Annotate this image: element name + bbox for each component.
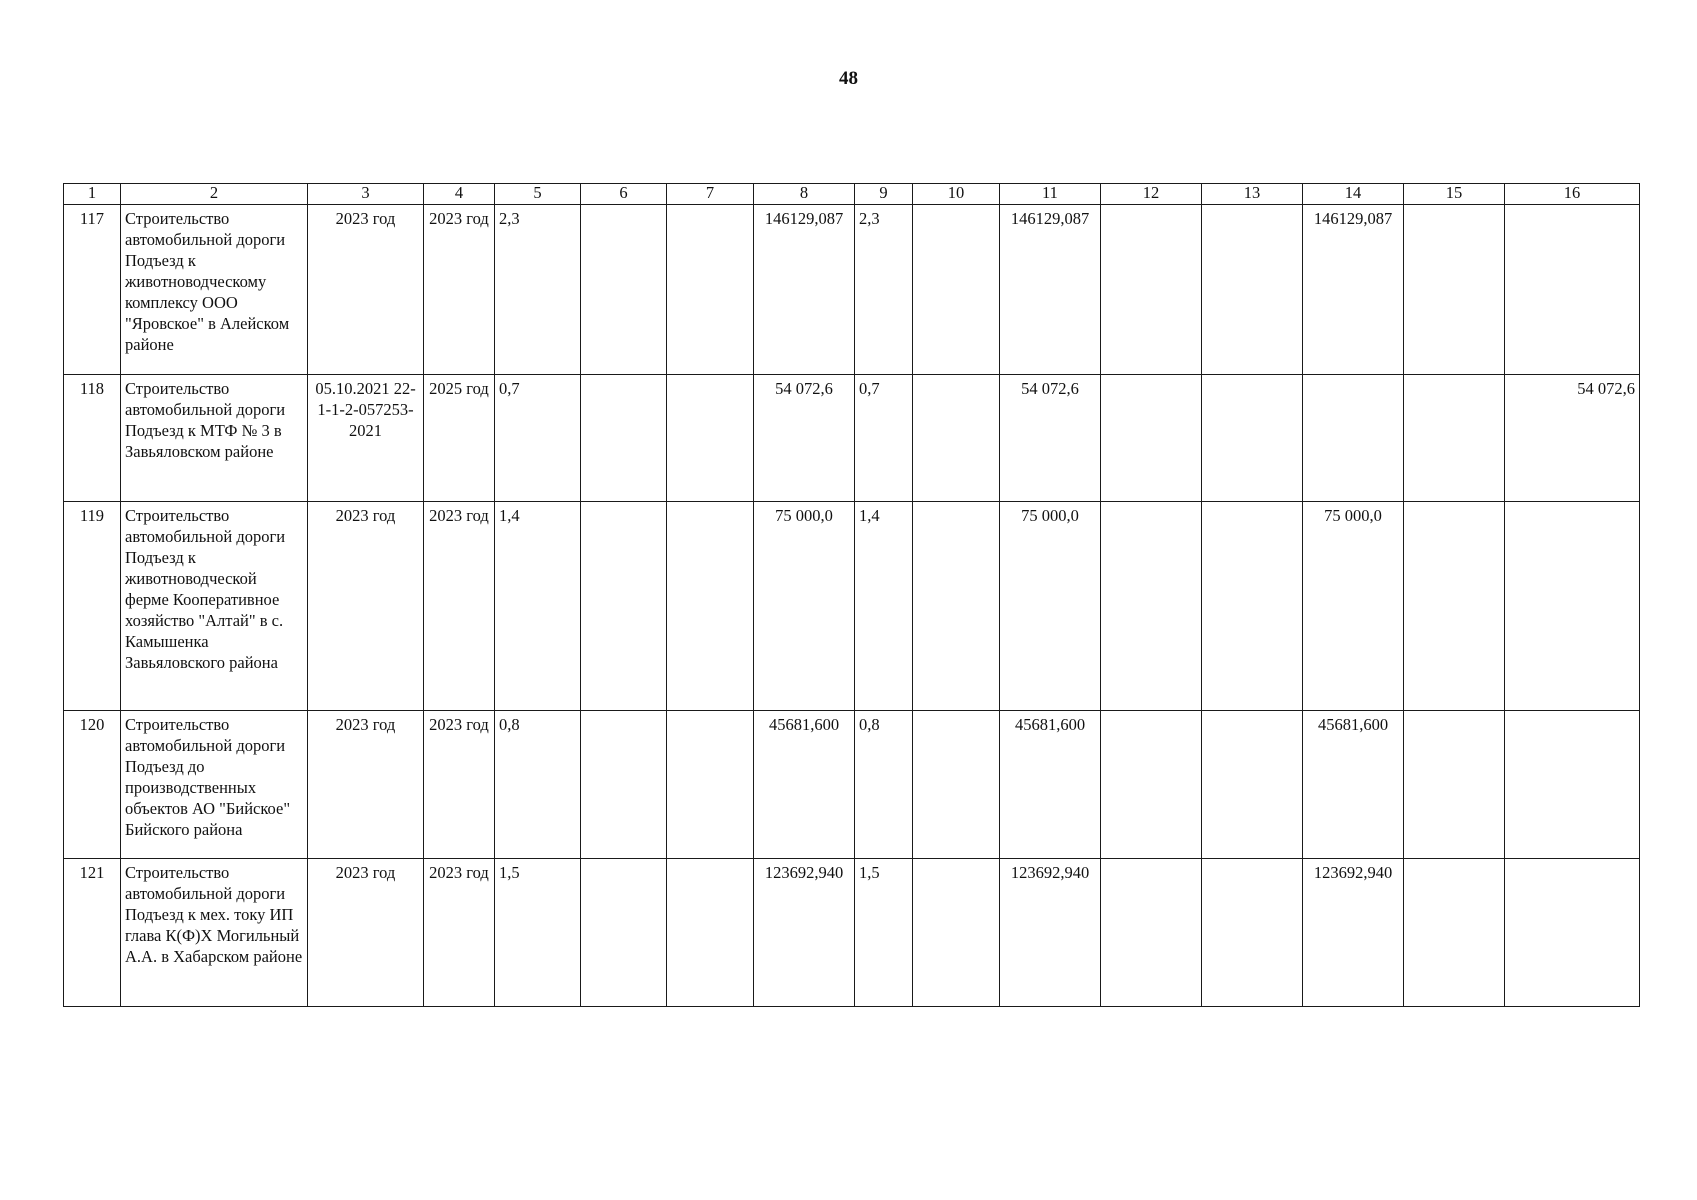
cell [667,205,754,375]
cell: 2023 год [424,859,495,1007]
cell: 0,8 [855,711,913,859]
cell [1404,375,1505,502]
cell [913,375,1000,502]
cell [1404,205,1505,375]
cell: 2023 год [308,711,424,859]
page-number: 48 [839,68,858,89]
cell: 123692,940 [1303,859,1404,1007]
cell [913,859,1000,1007]
cell: 1,4 [495,502,581,711]
cell: 54 072,6 [1505,375,1640,502]
cell: 2,3 [855,205,913,375]
cell: 123692,940 [754,859,855,1007]
cell: 45681,600 [1000,711,1101,859]
object-name: Строительство автомобильной дороги Подъезд к мех. току ИП глава К(Ф)Х Могильный А.А. в Хабарском районе [121,859,308,1007]
cell [1202,711,1303,859]
cell: 2023 год [424,502,495,711]
cell [1505,711,1640,859]
column-number: 5 [495,184,581,205]
cell [667,859,754,1007]
column-number-row [64,184,1640,205]
table-row [64,711,1640,859]
column-number: 15 [1404,184,1505,205]
cell: 2023 год [424,711,495,859]
cell: 0,8 [495,711,581,859]
column-number: 10 [913,184,1000,205]
cell: 54 072,6 [754,375,855,502]
cell [667,711,754,859]
row-number: 121 [64,859,121,1007]
column-number: 2 [121,184,308,205]
column-number: 12 [1101,184,1202,205]
table-row [64,502,1640,711]
column-number: 4 [424,184,495,205]
object-name: Строительство автомобильной дороги Подъезд до производственных объектов АО "Бийское" Бийского района [121,711,308,859]
cell [1404,711,1505,859]
cell [581,711,667,859]
cell: 2023 год [308,859,424,1007]
table-row [64,859,1640,1007]
cell: 2023 год [424,205,495,375]
cell: 75 000,0 [1000,502,1101,711]
object-name: Строительство автомобильной дороги Подъезд к животноводческому комплексу ООО "Яровское" в Алейском районе [121,205,308,375]
column-number: 13 [1202,184,1303,205]
cell [913,205,1000,375]
cell: 0,7 [855,375,913,502]
cell [913,711,1000,859]
cell: 75 000,0 [754,502,855,711]
table-row [64,375,1640,502]
cell: 1,5 [495,859,581,1007]
column-number: 3 [308,184,424,205]
row-number: 117 [64,205,121,375]
cell [667,375,754,502]
cell [581,205,667,375]
cell [1505,502,1640,711]
cell [1101,711,1202,859]
cell: 0,7 [495,375,581,502]
cell: 123692,940 [1000,859,1101,1007]
cell: 54 072,6 [1000,375,1101,502]
cell [1202,859,1303,1007]
cell: 2,3 [495,205,581,375]
cell [1202,375,1303,502]
cell [581,502,667,711]
cell [667,502,754,711]
column-number: 11 [1000,184,1101,205]
cell: 1,5 [855,859,913,1007]
column-number: 9 [855,184,913,205]
cell [1202,205,1303,375]
column-number: 8 [754,184,855,205]
cell: 45681,600 [1303,711,1404,859]
object-name: Строительство автомобильной дороги Подъезд к МТФ № 3 в Завьяловском районе [121,375,308,502]
cell [1101,205,1202,375]
cell [1505,205,1640,375]
cell [1202,502,1303,711]
column-number: 7 [667,184,754,205]
cell: 146129,087 [1303,205,1404,375]
cell: 45681,600 [754,711,855,859]
cell: 05.10.2021 22-1-1-2-057253-2021 [308,375,424,502]
column-number: 14 [1303,184,1404,205]
column-number: 16 [1505,184,1640,205]
cell: 2023 год [308,205,424,375]
row-number: 118 [64,375,121,502]
cell [1101,375,1202,502]
table-row [64,205,1640,375]
column-number: 1 [64,184,121,205]
cell: 2023 год [308,502,424,711]
row-number: 119 [64,502,121,711]
cell [1101,859,1202,1007]
cell [1404,859,1505,1007]
cell [913,502,1000,711]
cell [581,859,667,1007]
cell: 2025 год [424,375,495,502]
cell [581,375,667,502]
cell: 146129,087 [1000,205,1101,375]
cell [1404,502,1505,711]
cell: 1,4 [855,502,913,711]
cell: 75 000,0 [1303,502,1404,711]
cell: 146129,087 [754,205,855,375]
object-name: Строительство автомобильной дороги Подъезд к животноводческой ферме Кооперативное хозяйство "Алтай" в с. Камышенка Завьяловского района [121,502,308,711]
cell [1505,859,1640,1007]
data-table [63,183,1640,1007]
row-number: 120 [64,711,121,859]
cell [1101,502,1202,711]
cell [1303,375,1404,502]
column-number: 6 [581,184,667,205]
